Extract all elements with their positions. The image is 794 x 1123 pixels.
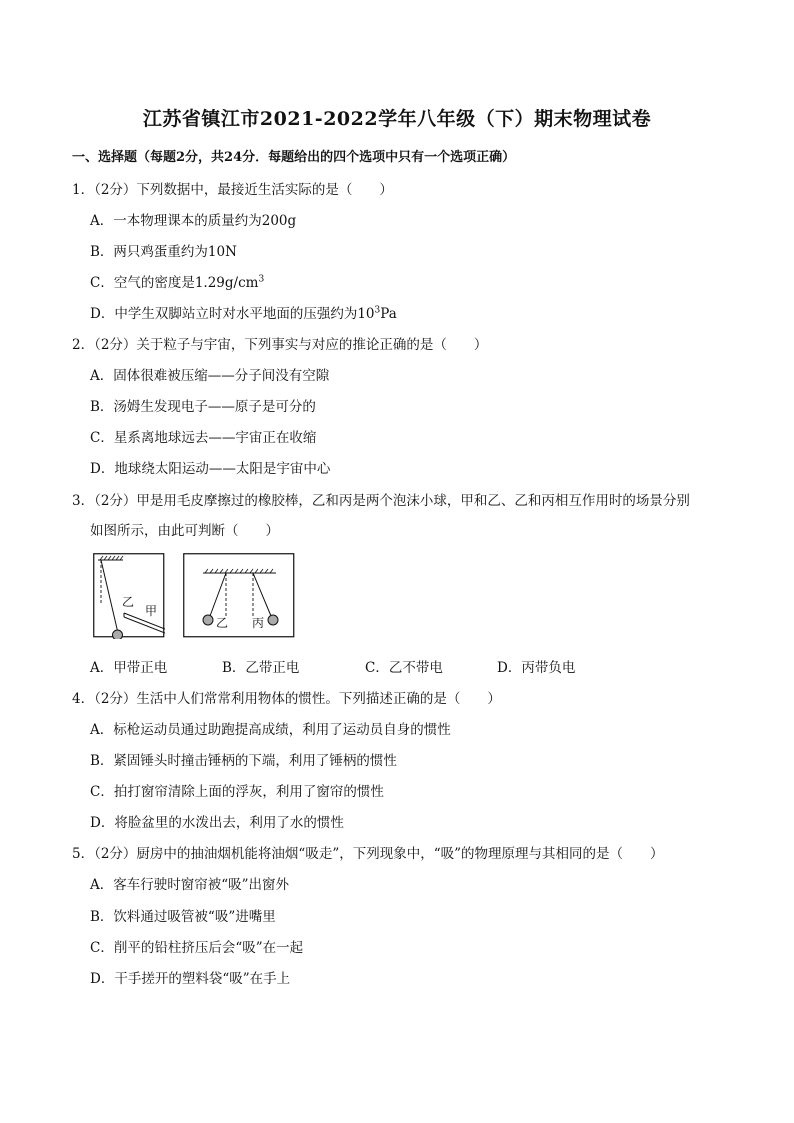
question-3-option-c: C．乙不带电: [365, 660, 443, 676]
ball-bing: [268, 615, 278, 625]
figure-two-balls: [183, 553, 295, 639]
question-5-option-d: D．干手搓开的塑料袋“吸”在手上: [90, 971, 291, 987]
question-1-stem: 1．（2分）下列数据中，最接近生活实际的是（ ）: [72, 182, 393, 198]
question-3-stem: 3．（2分）甲是用毛皮摩擦过的橡胶棒，乙和丙是两个泡沫小球，甲和乙、乙和丙相互作用时的场景分别: [72, 493, 690, 509]
question-5-option-b: B．饮料通过吸管被“吸”进嘴里: [90, 909, 276, 925]
ball-yi: [203, 615, 213, 625]
section-heading: 一、选择题（每题2分，共24分．每题给出的四个选项中只有一个选项正确）: [72, 150, 516, 165]
question-3-option-b: B．乙带正电: [222, 660, 300, 676]
question-3-option-d: D．丙带负电: [497, 660, 576, 676]
question-1-option-a: A．一本物理课本的质量约为200g: [90, 213, 297, 229]
question-2-option-c: C．星系离地球远去——宇宙正在收缩: [90, 430, 317, 446]
question-4-option-c: C．拍打窗帘清除上面的浮灰，利用了窗帘的惯性: [90, 784, 384, 800]
question-4-option-d: D．将脸盆里的水泼出去，利用了水的惯性: [90, 815, 344, 831]
superscript: 3: [374, 305, 381, 316]
option-text: C．空气的密度是1.29g/cm: [90, 275, 259, 291]
label-yi: 乙: [216, 616, 229, 630]
superscript: 3: [258, 274, 265, 285]
question-4-option-b: B．紧固锤头时撞击锤柄的下端，利用了锤柄的惯性: [90, 753, 397, 769]
page-title: 江苏省镇江市2021-2022学年八年级（下）期末物理试卷: [142, 108, 652, 130]
label-bing: 丙: [252, 616, 265, 630]
option-text-suffix: Pa: [380, 306, 397, 322]
question-2-option-d: D．地球绕太阳运动——太阳是宇宙中心: [90, 461, 331, 477]
question-1-option-d: [90, 302, 397, 322]
question-2-option-b: B．汤姆生发现电子——原子是可分的: [90, 399, 316, 415]
question-3-option-a: A．甲带正电: [90, 660, 168, 676]
ball-yi: [113, 630, 123, 639]
question-1-option-c: [90, 271, 264, 291]
label-jia: 甲: [145, 604, 158, 618]
question-1-option-b: B．两只鸡蛋重约为10N: [90, 244, 237, 260]
figure-rod-and-ball: [93, 553, 165, 639]
question-5-stem: 5．（2分）厨房中的抽油烟机能将油烟“吸走”，下列现象中，“吸”的物理原理与其相同的是（ ）: [72, 846, 664, 862]
question-5-option-a: A．客车行驶时窗帘被“吸”出窗外: [90, 877, 290, 893]
question-5-option-c: C．削平的铅柱挤压后会“吸”在一起: [90, 940, 304, 956]
question-3-stem-continued: 如图所示，由此可判断（ ）: [90, 523, 279, 539]
label-yi: 乙: [122, 595, 135, 609]
question-4-stem: 4．（2分）生活中人们常常利用物体的惯性。下列描述正确的是（ ）: [72, 691, 501, 707]
question-2-option-a: A．固体很难被压缩——分子间没有空隙: [90, 368, 330, 384]
question-2-stem: 2．（2分）关于粒子与宇宙，下列事实与对应的推论正确的是（ ）: [72, 337, 488, 353]
question-4-option-a: A．标枪运动员通过助跑提高成绩，利用了运动员自身的惯性: [90, 722, 451, 738]
option-text: D．中学生双脚站立时对水平地面的压强约为10: [90, 306, 375, 322]
